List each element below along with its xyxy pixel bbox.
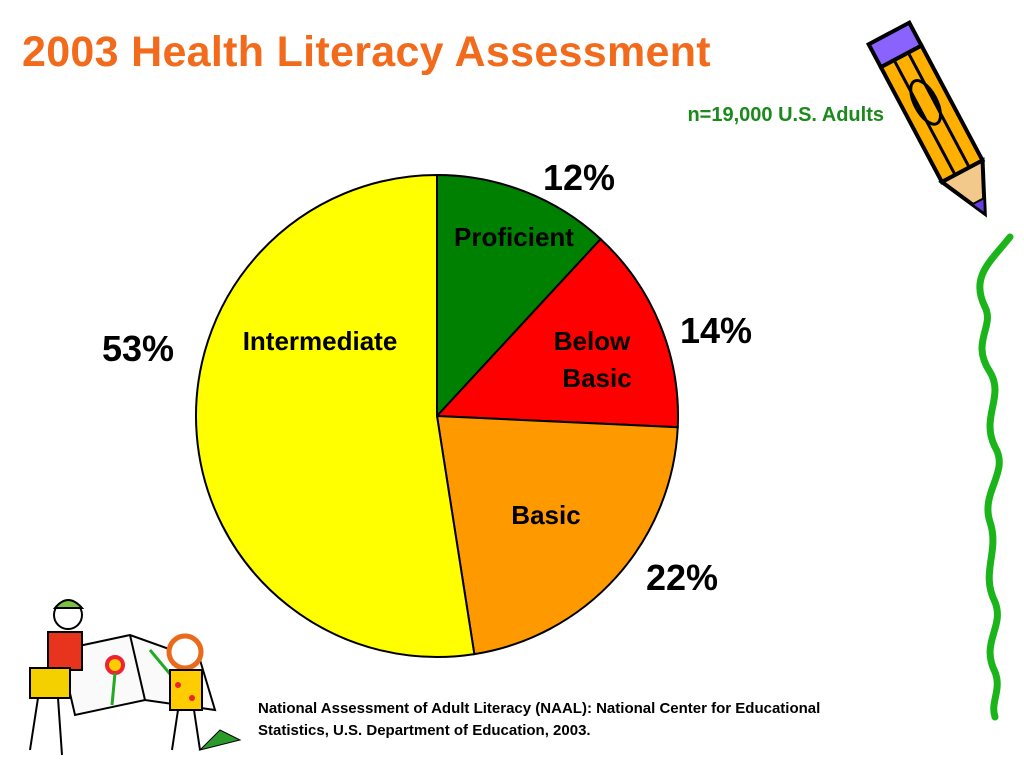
source-citation [258, 698, 970, 742]
value-label-proficient: 12% [542, 157, 616, 198]
source-line-2: Statistics, U.S. Department of Education, 2003. [258, 722, 591, 739]
pie-slice-intermediate [196, 175, 474, 657]
slide-title: 2003 Health Literacy Assessment [22, 28, 711, 76]
pie-slice-basic [437, 416, 678, 654]
value-label-below-basic: 14% [679, 310, 753, 351]
slice-label-proficient: Proficient [454, 222, 574, 252]
green-squiggle-icon [960, 232, 1020, 722]
sample-size-subtitle: n=19,000 U.S. Adults [687, 104, 884, 126]
slice-label-intermediate: Intermediate [242, 326, 398, 356]
slice-label-below-basic: Below Basic [553, 326, 632, 393]
source-line-1: National Assessment of Adult Literacy (NAAL): National Center for Educational [258, 700, 821, 717]
slice-label-basic: Basic [511, 500, 581, 530]
pencil-clipart-icon [860, 0, 1010, 245]
kids-reading-clipart-icon [0, 590, 250, 765]
value-label-intermediate: 53% [101, 328, 175, 369]
value-label-basic: 22% [645, 557, 719, 598]
